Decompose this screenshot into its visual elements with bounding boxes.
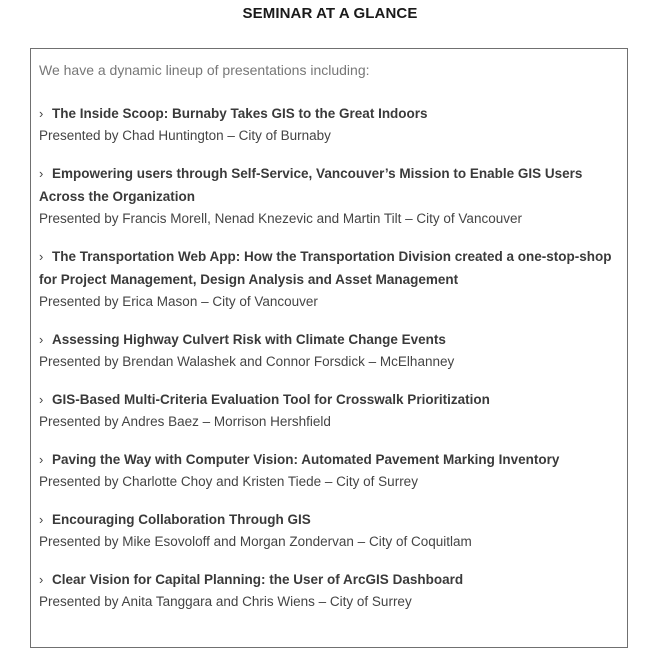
intro-text: We have a dynamic lineup of presentations including: — [39, 62, 370, 78]
list-item — [39, 388, 619, 433]
list-item — [39, 102, 619, 147]
presentation-title-text: The Inside Scoop: Burnaby Takes GIS to the Great Indoors — [52, 106, 428, 121]
list-item — [39, 568, 619, 613]
chevron-right-icon: › — [39, 332, 44, 347]
presentation-title-text: The Transportation Web App: How the Transportation Division created a one-stop-shop for Project Management, Design Analysis and Asset Management — [39, 249, 612, 287]
presenter-text: Presented by Anita Tanggara and Chris Wiens – City of Surrey — [39, 594, 412, 609]
presentation-title — [39, 102, 619, 125]
list-item — [39, 162, 619, 230]
chevron-right-icon: › — [39, 392, 44, 407]
presentation-title-text: Assessing Highway Culvert Risk with Climate Change Events — [52, 332, 446, 347]
presentation-title-text: GIS-Based Multi-Criteria Evaluation Tool for Crosswalk Prioritization — [52, 392, 490, 407]
page-title: SEMINAR AT A GLANCE — [242, 5, 418, 22]
presentation-title — [39, 568, 619, 591]
presenter-text: Presented by Erica Mason – City of Vancouver — [39, 294, 318, 309]
presentation-title — [39, 448, 619, 471]
presentations-panel — [30, 48, 628, 648]
presentation-title-text: Paving the Way with Computer Vision: Automated Pavement Marking Inventory — [52, 452, 560, 467]
presentation-title-text: Empowering users through Self-Service, Vancouver’s Mission to Enable GIS Users Across the Organization — [39, 166, 583, 204]
presenter-text: Presented by Chad Huntington – City of Burnaby — [39, 128, 331, 143]
presenter-text: Presented by Charlotte Choy and Kristen Tiede – City of Surrey — [39, 474, 418, 489]
list-item — [39, 245, 619, 313]
chevron-right-icon: › — [39, 166, 44, 181]
list-item — [39, 448, 619, 493]
chevron-right-icon: › — [39, 106, 44, 121]
presenter-text: Presented by Brendan Walashek and Connor Forsdick – McElhanney — [39, 354, 455, 369]
chevron-right-icon: › — [39, 452, 44, 467]
presentation-title — [39, 245, 619, 291]
presenter-text: Presented by Andres Baez – Morrison Hershfield — [39, 414, 331, 429]
presentation-title — [39, 328, 619, 351]
list-item — [39, 508, 619, 553]
presentation-title — [39, 508, 619, 531]
list-item — [39, 328, 619, 373]
presenter-text: Presented by Francis Morell, Nenad Knezevic and Martin Tilt – City of Vancouver — [39, 211, 522, 226]
presentation-title-text: Encouraging Collaboration Through GIS — [52, 512, 311, 527]
presentation-title-text: Clear Vision for Capital Planning: the User of ArcGIS Dashboard — [52, 572, 464, 587]
presenter-text: Presented by Mike Esovoloff and Morgan Zondervan – City of Coquitlam — [39, 534, 472, 549]
presentation-title — [39, 162, 619, 208]
chevron-right-icon: › — [39, 572, 44, 587]
chevron-right-icon: › — [39, 512, 44, 527]
presentation-title — [39, 388, 619, 411]
chevron-right-icon: › — [39, 249, 44, 264]
